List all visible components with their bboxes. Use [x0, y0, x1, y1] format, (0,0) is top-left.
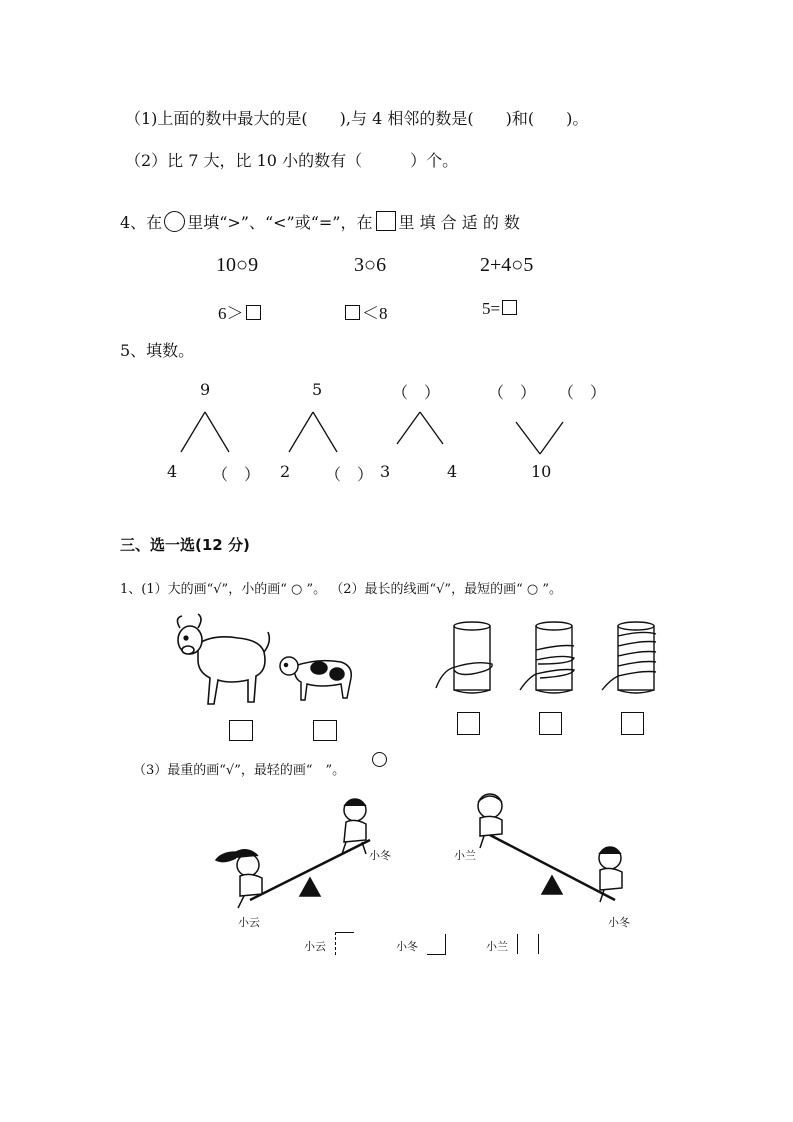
answer-blank-3[interactable] [517, 934, 539, 954]
compare-2: 3○6 [354, 254, 387, 276]
answer-blank-2[interactable] [427, 934, 446, 955]
tree3-left: 3 [380, 462, 391, 481]
tree3-right: 4 [447, 462, 458, 481]
tree2-top: 5 [312, 380, 323, 399]
fill-2-text: ＜8 [362, 304, 388, 323]
seesaw-2-illustration [450, 788, 650, 918]
q4-text-a: 里填“>”、“<”或“=”，在 [187, 213, 373, 232]
seesaw-2-label-left: 小兰 [454, 849, 476, 862]
tree1-top: 9 [200, 380, 211, 399]
q-prev-line2: （2）比 7 大，比 10 小的数有（ ）个。 [125, 151, 459, 170]
compare-3: 2+4○5 [480, 254, 534, 276]
fill-1-text: 6＞ [218, 304, 244, 323]
q-prev-line1: （1)上面的数中最大的是( ),与 4 相邻的数是( )和( )。 [125, 109, 589, 128]
seesaw-1-label-right: 小冬 [369, 849, 391, 862]
answer-label-1: 小云 [304, 940, 326, 953]
section3-q1-text: 1、(1）大的画“√”，小的画“ ○ ”。 （2）最长的线画“√”，最短的画“ ○ ”。 [120, 582, 562, 597]
circle-icon [372, 752, 387, 767]
answer-box-line-1[interactable] [457, 712, 480, 735]
answer-blank-1[interactable] [335, 932, 354, 955]
q4-num: 4、在 [120, 213, 163, 232]
small-cow-illustration [277, 648, 357, 708]
seesaw-1-label-left: 小云 [238, 916, 260, 929]
tree2-right: （ ） [325, 465, 374, 484]
answer-box-small-cow[interactable] [313, 720, 337, 741]
section3-q3-text: （3）最重的画“√”，最轻的画“ ”。 [133, 763, 346, 778]
tree1-right: （ ） [212, 465, 261, 484]
answer-box-big-cow[interactable] [229, 720, 253, 741]
section3-heading: 三、选一选(12 分) [120, 536, 250, 554]
big-cow-illustration [168, 612, 278, 712]
tree4-top-left: （ ） [488, 383, 537, 402]
cylinders-illustration [432, 620, 672, 700]
answer-label-2: 小冬 [396, 940, 418, 953]
answer-box-line-3[interactable] [621, 712, 644, 735]
q5-title: 5、填数。 [120, 341, 195, 360]
q4-text-b: 里 填 合 适 的 数 [398, 213, 520, 232]
tree3-top: （ ） [392, 383, 441, 402]
tree1-left: 4 [167, 462, 178, 481]
compare-1: 10○9 [216, 254, 259, 276]
fill-3-text: 5= [482, 299, 501, 318]
tree4-bottom: 10 [531, 462, 552, 481]
tree2-left: 2 [280, 462, 291, 481]
seesaw-2-label-right: 小冬 [608, 916, 630, 929]
tree4-top-right: （ ） [558, 383, 607, 402]
answer-label-3: 小兰 [486, 940, 508, 953]
answer-box-line-2[interactable] [539, 712, 562, 735]
